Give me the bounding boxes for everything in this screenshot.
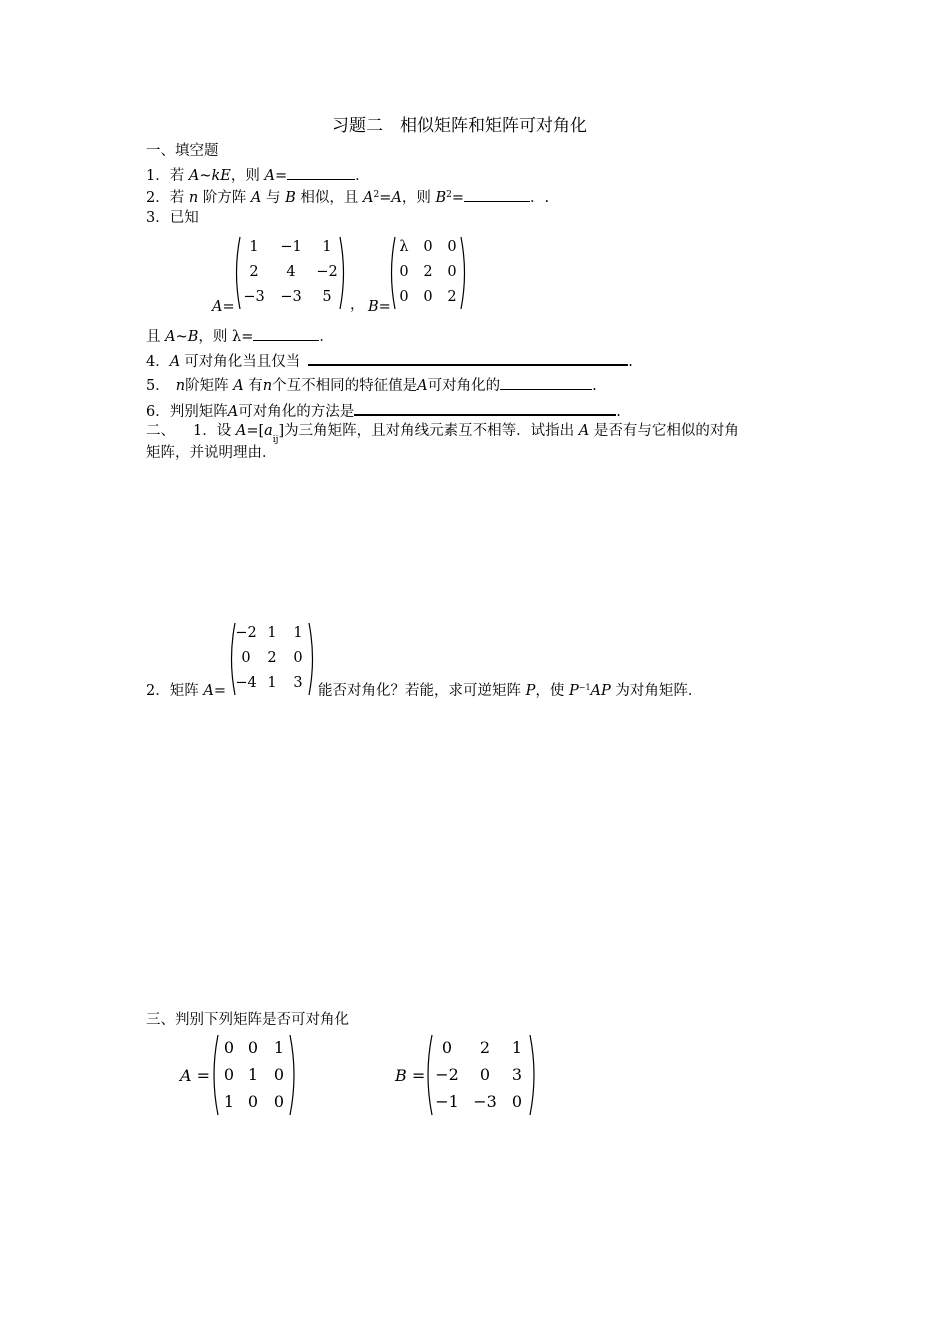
- matrix-cell: 5: [322, 289, 332, 305]
- matrix-cell: 1: [267, 675, 277, 691]
- section1-heading: 一、填空题: [146, 143, 219, 159]
- matrix-cell: 0: [223, 1065, 235, 1084]
- matrix-cell: 2: [447, 289, 457, 305]
- matrix-cell: 1: [293, 625, 303, 641]
- question-2-1: 二、 1．设 $A=[a_{ij}]$为三角矩阵，且对角线元素互不相等．试指出 A 是否有与它相似的对角: [146, 423, 739, 445]
- matrix-cell: 0: [223, 1038, 235, 1057]
- question-1-2: 2．若 n 阶方阵 A 与 B 相似，且 $A^2=A$，则 $B^2=$ ．.: [146, 190, 550, 206]
- matrix-cell: 0: [423, 289, 433, 305]
- question-1-5: 5． n阶矩阵 A 有n个互不相同的特征值是A可对角化的 .: [146, 378, 597, 394]
- matrix-cell: −4: [235, 675, 257, 691]
- matrix-cell: 4: [286, 264, 296, 280]
- matrix-a: [232, 236, 348, 310]
- question-2-2-rest: 能否对角化？若能，求可逆矩阵 P，使 $P^{-1}AP$ 为对角矩阵．: [318, 683, 703, 699]
- section3-heading: 三、判别下列矩阵是否可对角化: [146, 1012, 349, 1028]
- matrix-cell: 1: [249, 239, 259, 255]
- matrix-cell: −1: [280, 239, 302, 255]
- matrix-cell: 0: [511, 1092, 523, 1111]
- matrix-cell: 0: [273, 1092, 285, 1111]
- section3-matrix-b: [424, 1034, 538, 1116]
- section3-matrix-a-label: A =: [180, 1066, 211, 1085]
- matrix-cell: −2: [435, 1065, 459, 1084]
- question-1-6: 6．判别矩阵A可对角化的方法是 .: [146, 404, 621, 420]
- matrix-b-label: B=: [368, 299, 391, 315]
- matrix-cell: 2: [267, 650, 277, 666]
- matrix-cell: 0: [479, 1065, 491, 1084]
- answer-blank[interactable]: [287, 167, 355, 180]
- section3-matrix-a: [210, 1034, 298, 1116]
- matrix-cell: 3: [511, 1065, 523, 1084]
- matrix-cell: 2: [479, 1038, 491, 1057]
- question-2-1-line2: 矩阵，并说明理由．: [146, 445, 277, 461]
- matrix-cell: −2: [235, 625, 257, 641]
- matrix-cell: 0: [247, 1092, 259, 1111]
- matrix-cell: 0: [273, 1065, 285, 1084]
- matrix-cell: 0: [447, 264, 457, 280]
- matrix-cell: 0: [441, 1038, 453, 1057]
- question-1-3: 3．已知: [146, 210, 199, 226]
- question-1-4: 4．A 可对角化当且仅当 .: [146, 354, 633, 370]
- matrix-cell: 1: [247, 1065, 259, 1084]
- question-2-2: 2．矩阵 A=: [146, 683, 226, 699]
- answer-blank[interactable]: [500, 377, 592, 390]
- matrix-cell: 0: [241, 650, 251, 666]
- question-1-1: 1．若 A~kE，则 A= ．: [146, 168, 370, 184]
- matrix-cell: 1: [322, 239, 332, 255]
- matrix-a-label: A=: [212, 299, 235, 315]
- section3-matrix-b-label: B =: [395, 1066, 426, 1085]
- matrix-cell: −3: [473, 1092, 497, 1111]
- matrix-cell: 1: [511, 1038, 523, 1057]
- matrix-cell: λ: [399, 239, 409, 255]
- matrix-cell: 2: [249, 264, 259, 280]
- matrix-cell: 0: [399, 264, 409, 280]
- page-title: 习题二 相似矩阵和矩阵可对角化: [332, 116, 587, 136]
- matrix-b: [388, 236, 468, 310]
- matrix-cell: 1: [223, 1092, 235, 1111]
- answer-blank[interactable]: [464, 189, 530, 202]
- matrix-cell: 0: [247, 1038, 259, 1057]
- matrix-cell: 0: [399, 289, 409, 305]
- matrix-cell: −3: [280, 289, 302, 305]
- matrix-cell: 3: [293, 675, 303, 691]
- comma: ，: [350, 297, 365, 313]
- matrix-cell: 1: [273, 1038, 285, 1057]
- question-1-3-followup: 且 A~B，则 λ= ．: [146, 329, 334, 345]
- answer-blank[interactable]: [253, 328, 319, 341]
- matrix-cell: −2: [316, 264, 338, 280]
- matrix-cell: 1: [267, 625, 277, 641]
- answer-blank[interactable]: [354, 402, 616, 416]
- matrix-cell: −3: [243, 289, 265, 305]
- matrix-cell: −1: [435, 1092, 459, 1111]
- matrix-cell: 2: [423, 264, 433, 280]
- matrix-cell: 0: [447, 239, 457, 255]
- matrix-cell: 0: [423, 239, 433, 255]
- matrix-q2-2: [228, 622, 316, 696]
- answer-blank[interactable]: [308, 352, 628, 366]
- matrix-cell: 0: [293, 650, 303, 666]
